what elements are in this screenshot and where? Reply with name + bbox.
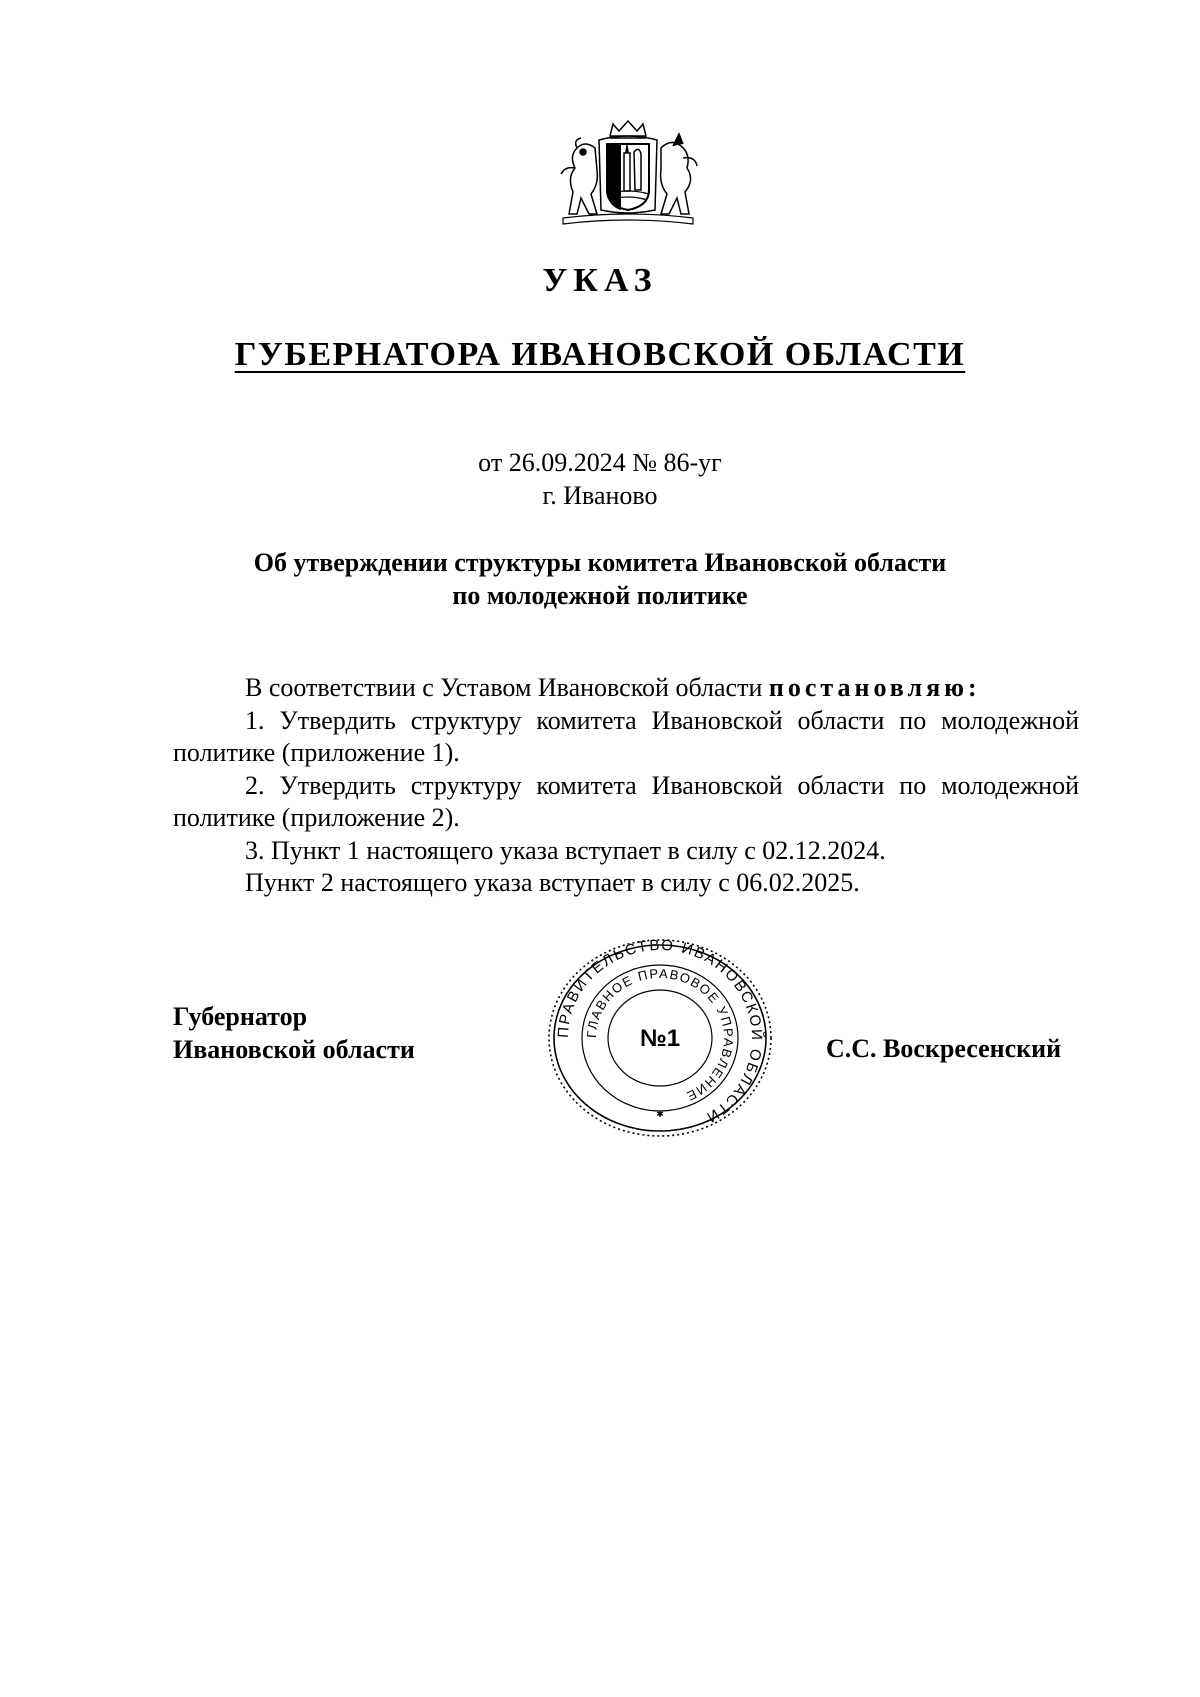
coat-of-arms-emblem bbox=[555, 118, 701, 228]
document-heading: УКАЗ bbox=[542, 262, 658, 299]
document-issuer bbox=[0, 336, 1200, 374]
signer-title-line-2: Ивановской области bbox=[173, 1034, 415, 1064]
signer-title-line-1: Губернатор bbox=[173, 1002, 308, 1031]
document-issuer-text: ГУБЕРНАТОРА ИВАНОВСКОЙ ОБЛАСТИ bbox=[234, 336, 966, 373]
signer-title bbox=[173, 1001, 415, 1066]
item-2: 2. Утвердить структуру комитета Ивановской области по молодежной политике (приложение 2). bbox=[173, 770, 1079, 832]
stamp-inner-text: ГЛАВНОЕ ПРАВОВОЕ УПРАВЛЕНИЕ bbox=[583, 965, 737, 1105]
item-1: 1. Утвердить структуру комитета Ивановской области по молодежной политике (приложение 1). bbox=[173, 705, 1079, 767]
item-3-continuation: Пункт 2 настоящего указа вступает в силу с 06.02.2025. bbox=[245, 868, 860, 897]
stamp-number: №1 bbox=[639, 1025, 681, 1052]
preamble-text: В соответствии с Уставом Ивановской области bbox=[245, 673, 769, 702]
official-stamp bbox=[535, 933, 785, 1143]
griffin-icon bbox=[661, 134, 697, 214]
preamble-paragraph bbox=[173, 672, 1079, 705]
shield-icon bbox=[607, 142, 649, 210]
signer-name: С.С. Воскресенский bbox=[826, 1034, 1062, 1063]
subject-line-1: Об утверждении структуры комитета Ивановской области bbox=[253, 548, 947, 577]
stamp-star-icon: ✱ bbox=[656, 1110, 664, 1120]
document-subject bbox=[0, 546, 1200, 612]
base-ribbon bbox=[563, 214, 693, 224]
item-3: 3. Пункт 1 настоящего указа вступает в силу с 02.12.2024. bbox=[245, 835, 886, 865]
subject-line-2: по молодежной политике bbox=[452, 581, 748, 610]
document-body bbox=[173, 672, 1079, 900]
stamp-outer-text: ПРАВИТЕЛЬСТВО ИВАНОВСКОЙ ОБЛАСТИ bbox=[554, 936, 766, 1127]
document-city: г. Иваново bbox=[542, 481, 658, 510]
preamble-verb: постановляю: bbox=[768, 673, 981, 702]
lion-icon bbox=[561, 138, 597, 214]
document-date: от 26.09.2024 № 86-уг bbox=[478, 448, 722, 477]
